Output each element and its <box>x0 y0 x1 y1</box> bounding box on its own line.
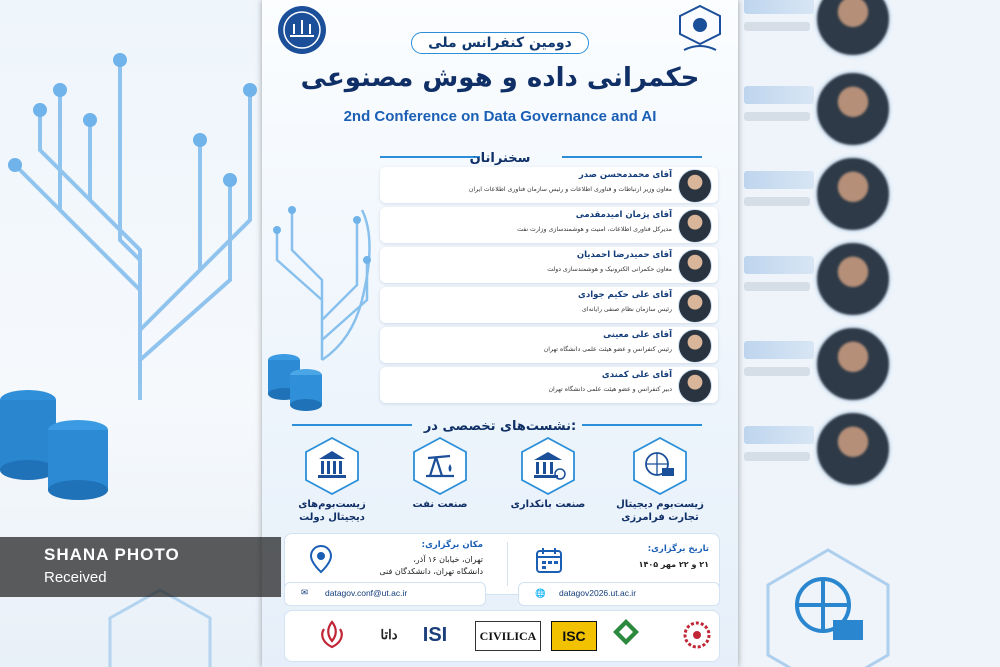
globe-truck-icon <box>630 436 690 496</box>
session-label: زیست‌بوم دیجیتال تجارت فرامرزی <box>616 499 704 523</box>
speaker-name: آقای محمدمحسن صدر <box>578 170 672 180</box>
speaker-photo <box>678 369 712 403</box>
government-building-icon <box>302 436 362 496</box>
speaker-photo <box>678 169 712 203</box>
speaker-card <box>380 327 718 363</box>
speaker-photo <box>678 249 712 283</box>
mail-icon: ✉ <box>301 587 309 597</box>
speaker-photo <box>678 329 712 363</box>
speakers-heading: سخنرانان <box>469 151 531 166</box>
email-link[interactable] <box>284 582 486 606</box>
globe-truck-decoration <box>738 0 1000 667</box>
background-right <box>738 0 1000 667</box>
globe-icon: 🌐 <box>535 588 546 598</box>
sessions-heading-wrapper <box>262 415 738 434</box>
speaker-photo <box>678 289 712 323</box>
info-divider <box>507 542 508 586</box>
speaker-card <box>380 367 718 403</box>
speaker-role: معاون وزیر ارتباطات و فناوری اطلاعات و رئیس سازمان فناوری اطلاعات ایران <box>468 186 672 193</box>
conference-poster <box>262 0 738 667</box>
speaker-name: آقای علی معینی <box>603 330 672 340</box>
isc-logo: ISC <box>551 621 597 651</box>
civilica-logo: CIVILICA <box>475 621 541 651</box>
speaker-card <box>380 207 718 243</box>
data-logo: داتا <box>380 627 398 642</box>
date-label: تاریخ برگزاری: <box>647 544 709 554</box>
session-label: زیست‌بوم‌های دیجیتال دولت <box>298 499 366 523</box>
sponsor-logos <box>284 610 720 662</box>
speaker-card <box>380 167 718 203</box>
subtitle-wrapper <box>262 32 738 54</box>
location-pin-icon <box>309 544 333 574</box>
title-en-wrapper <box>262 106 738 125</box>
speaker-name: آقای علی کمندی <box>601 370 672 380</box>
session-label: صنعت نفت <box>412 499 468 510</box>
watermark-title: SHANA PHOTO <box>44 545 180 564</box>
speaker-photo <box>678 209 712 243</box>
conference-subtitle: دومین کنفرانس ملی <box>411 32 589 54</box>
speaker-name: آقای حمیدرضا احمدیان <box>576 250 672 260</box>
email-text: datagov.conf@ut.ac.ir <box>325 588 408 598</box>
brain-circuit-decoration <box>262 170 382 420</box>
venue-line2: دانشگاه تهران، دانشکدگان فنی <box>379 567 483 576</box>
institute-logo <box>611 617 641 651</box>
conference-title-en: 2nd Conference on Data Governance and AI <box>343 108 657 125</box>
sessions-heading: نشست‌های تخصصی در: <box>423 419 577 434</box>
date-value: ۲۱ و ۲۲ مهر ۱۴۰۵ <box>638 560 709 569</box>
speaker-role: مدیرکل فناوری اطلاعات، امنیت و هوشمندسازی وزارت نفت <box>517 226 672 233</box>
conference-title-fa: حکمرانی داده و هوش مصنوعی <box>300 63 700 93</box>
speaker-name: آقای علی حکیم جوادی <box>578 290 672 300</box>
venue-label: مکان برگزاری: <box>421 540 483 550</box>
title-fa-wrapper <box>262 63 738 93</box>
isi-logo: ISI <box>422 623 448 646</box>
speaker-name: آقای پژمان امیدمقدمی <box>575 210 672 220</box>
watermark-subtitle: Received <box>44 569 107 586</box>
venue-line1: تهران، خیابان ۱۶ آذر، <box>413 555 483 564</box>
calendar-icon <box>535 546 563 574</box>
speaker-role: دبیر کنفرانس و عضو هیئت علمی دانشگاه تهران <box>548 386 672 393</box>
research-institute-logo <box>681 619 713 651</box>
website-link[interactable] <box>518 582 720 606</box>
photo-watermark <box>0 537 281 597</box>
speaker-card <box>380 247 718 283</box>
session-label: صنعت بانکداری <box>510 499 586 510</box>
speaker-role: معاون حکمرانی الکترونیک و هوشمندسازی دولت <box>547 266 672 273</box>
speaker-role: رئیس سازمان نظام صنفی رایانه‌ای <box>582 306 672 313</box>
iran-emblem-logo <box>315 619 349 653</box>
speaker-card <box>380 287 718 323</box>
bank-icon <box>518 436 578 496</box>
website-text: datagov2026.ut.ac.ir <box>559 588 637 598</box>
speakers-heading-wrapper <box>262 147 738 166</box>
oil-pump-icon <box>410 436 470 496</box>
speaker-role: رئیس کنفرانس و عضو هیئت علمی دانشگاه تهران <box>543 346 672 353</box>
